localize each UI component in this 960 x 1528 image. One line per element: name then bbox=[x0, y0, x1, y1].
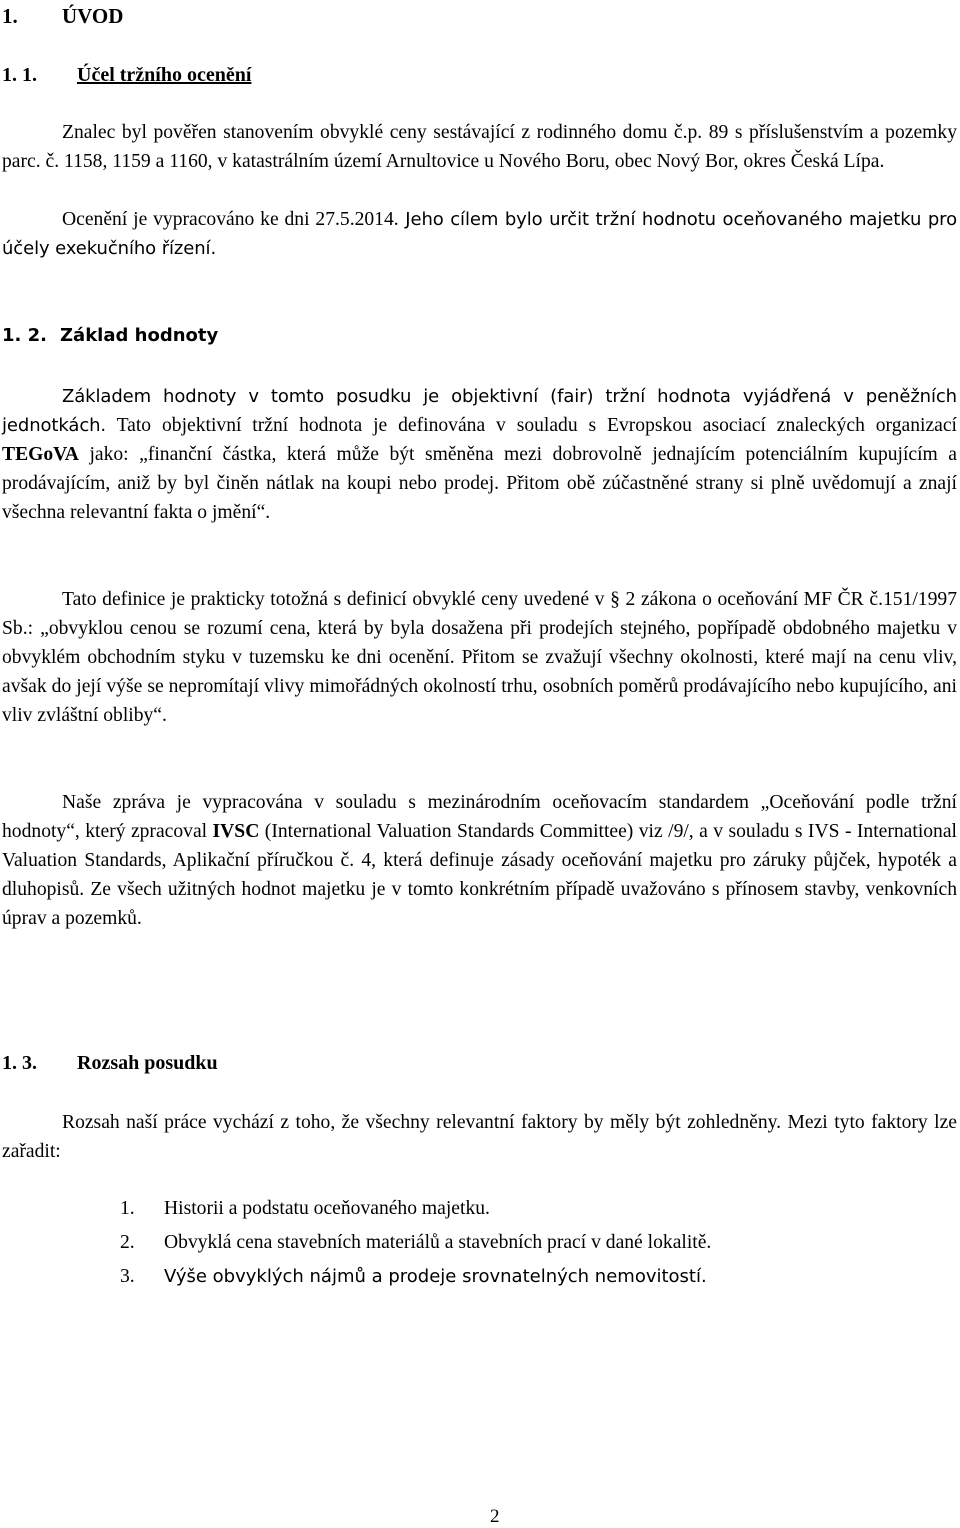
subsection-heading-rozsah bbox=[2, 1052, 218, 1075]
paragraph-ucel-2 bbox=[2, 205, 957, 263]
list-item-number: 2. bbox=[120, 1232, 135, 1253]
list-item-text: Obvyklá cena stavebních materiálů a stavebních prací v dané lokalitě. bbox=[164, 1232, 712, 1253]
page-number: 2 bbox=[490, 1506, 500, 1527]
paragraph-ucel-1 bbox=[2, 118, 957, 176]
subsection-number: 1. 1. bbox=[2, 64, 37, 86]
paragraph-text-sans: Základem hodnoty v tomto posudku je objektivní (fair) tržní hodnota vyjádřená v peněžních jednotkách. bbox=[2, 386, 957, 436]
ivsc-bold: IVSC bbox=[212, 821, 260, 842]
paragraph-text: Znalec byl pověřen stanovením obvyklé ceny sestávající z rodinného domu č.p. 89 s příslušenstvím a pozemky parc. č. 1158, 1159 a 1160, v katastrálním území Arnultovice u Nového Boru, obec Nový Bor, okres Česká Lípa. bbox=[2, 122, 957, 172]
paragraph-text: Naše zpráva je vypracována v souladu s mezinárodním oceňovacím standardem „Oceňování podle tržní hodnoty“, který zpracoval bbox=[2, 792, 957, 842]
list-item bbox=[120, 1226, 920, 1260]
paragraph-text: Tato definice je prakticky totožná s definicí obvyklé ceny uvedené v § 2 zákona o oceňování MF ČR č.151/1997 Sb.: „obvyklou cenou se rozumí cena, která by byla dosažena při prodejích stejného, popřípadě obdobného majetku v obvyklém obchodním styku v tuzemsku ke dni ocenění. Přitom se zvažují všechny okolnosti, které mají na cenu vliv, avšak do její výše se nepromítají vlivy mimořádných okolností trhu, osobních poměrů prodávajícího nebo kupujícího, ani vliv zvláštní obliby“. bbox=[2, 589, 957, 726]
list-item-number: 1. bbox=[120, 1198, 135, 1219]
paragraph-text: Rozsah naší práce vychází z toho, že všechny relevantní faktory by měly být zohledněny. Mezi tyto faktory lze zařadit: bbox=[2, 1112, 957, 1162]
list-item-text: Historii a podstatu oceňovaného majetku. bbox=[164, 1198, 490, 1219]
subsection-title: Základ hodnoty bbox=[60, 325, 219, 346]
paragraph-zaklad-1 bbox=[2, 382, 957, 527]
paragraph-text: Ocenění je vypracováno ke dni 27.5.2014. bbox=[62, 209, 399, 230]
paragraph-text-sans: Jeho cílem bylo určit tržní hodnotu oceňovaného majetku pro účely exekučního řízení. bbox=[2, 209, 957, 259]
paragraph-text: jako: „finanční částka, která může být směněna mezi dobrovolně jednajícím potenciálním kupujícím a prodávajícím, aniž by byl činěn nátlak na koupi nebo prodej. Přitom obě zúčastněné strany si plně uvědomují a znají všechna relevantní fakta o jmění“. bbox=[2, 444, 957, 523]
subsection-number: 1. 3. bbox=[2, 1052, 37, 1074]
list-item-text: Výše obvyklých nájmů a prodeje srovnatelných nemovitostí. bbox=[164, 1266, 707, 1287]
section-number: 1. bbox=[2, 4, 18, 28]
subsection-heading-ucel bbox=[2, 64, 251, 87]
list-item bbox=[120, 1260, 920, 1294]
section-heading-uvod bbox=[2, 4, 123, 29]
paragraph-text: (International Valuation Standards Committee) viz /9/, a v souladu s IVS - International Valuation Standards, Aplikační příručkou č. 4, která definuje zásady oceňování majetku pro záruky půjček, hypoték a dluhopisů. Ze všech užitných hodnot majetku je v tomto konkrétním případě uvažováno s přínosem stavby, venkovních úprav a pozemků. bbox=[2, 821, 957, 929]
factor-list bbox=[120, 1192, 920, 1294]
paragraph-zaklad-3 bbox=[2, 788, 957, 933]
section-title: ÚVOD bbox=[62, 4, 124, 28]
subsection-title: Rozsah posudku bbox=[77, 1052, 218, 1074]
paragraph-zaklad-2 bbox=[2, 585, 957, 730]
subsection-number: 1. 2. bbox=[2, 325, 47, 346]
paragraph-text: Tato objektivní tržní hodnota je definována v souladu s Evropskou asociací znaleckých organizací bbox=[106, 415, 957, 436]
paragraph-rozsah-1 bbox=[2, 1108, 957, 1166]
subsection-title: Účel tržního ocenění bbox=[77, 64, 252, 86]
subsection-heading-zaklad bbox=[2, 325, 218, 346]
tegova-bold: TEGoVA bbox=[2, 444, 79, 465]
list-item bbox=[120, 1192, 920, 1226]
list-item-number: 3. bbox=[120, 1266, 135, 1287]
